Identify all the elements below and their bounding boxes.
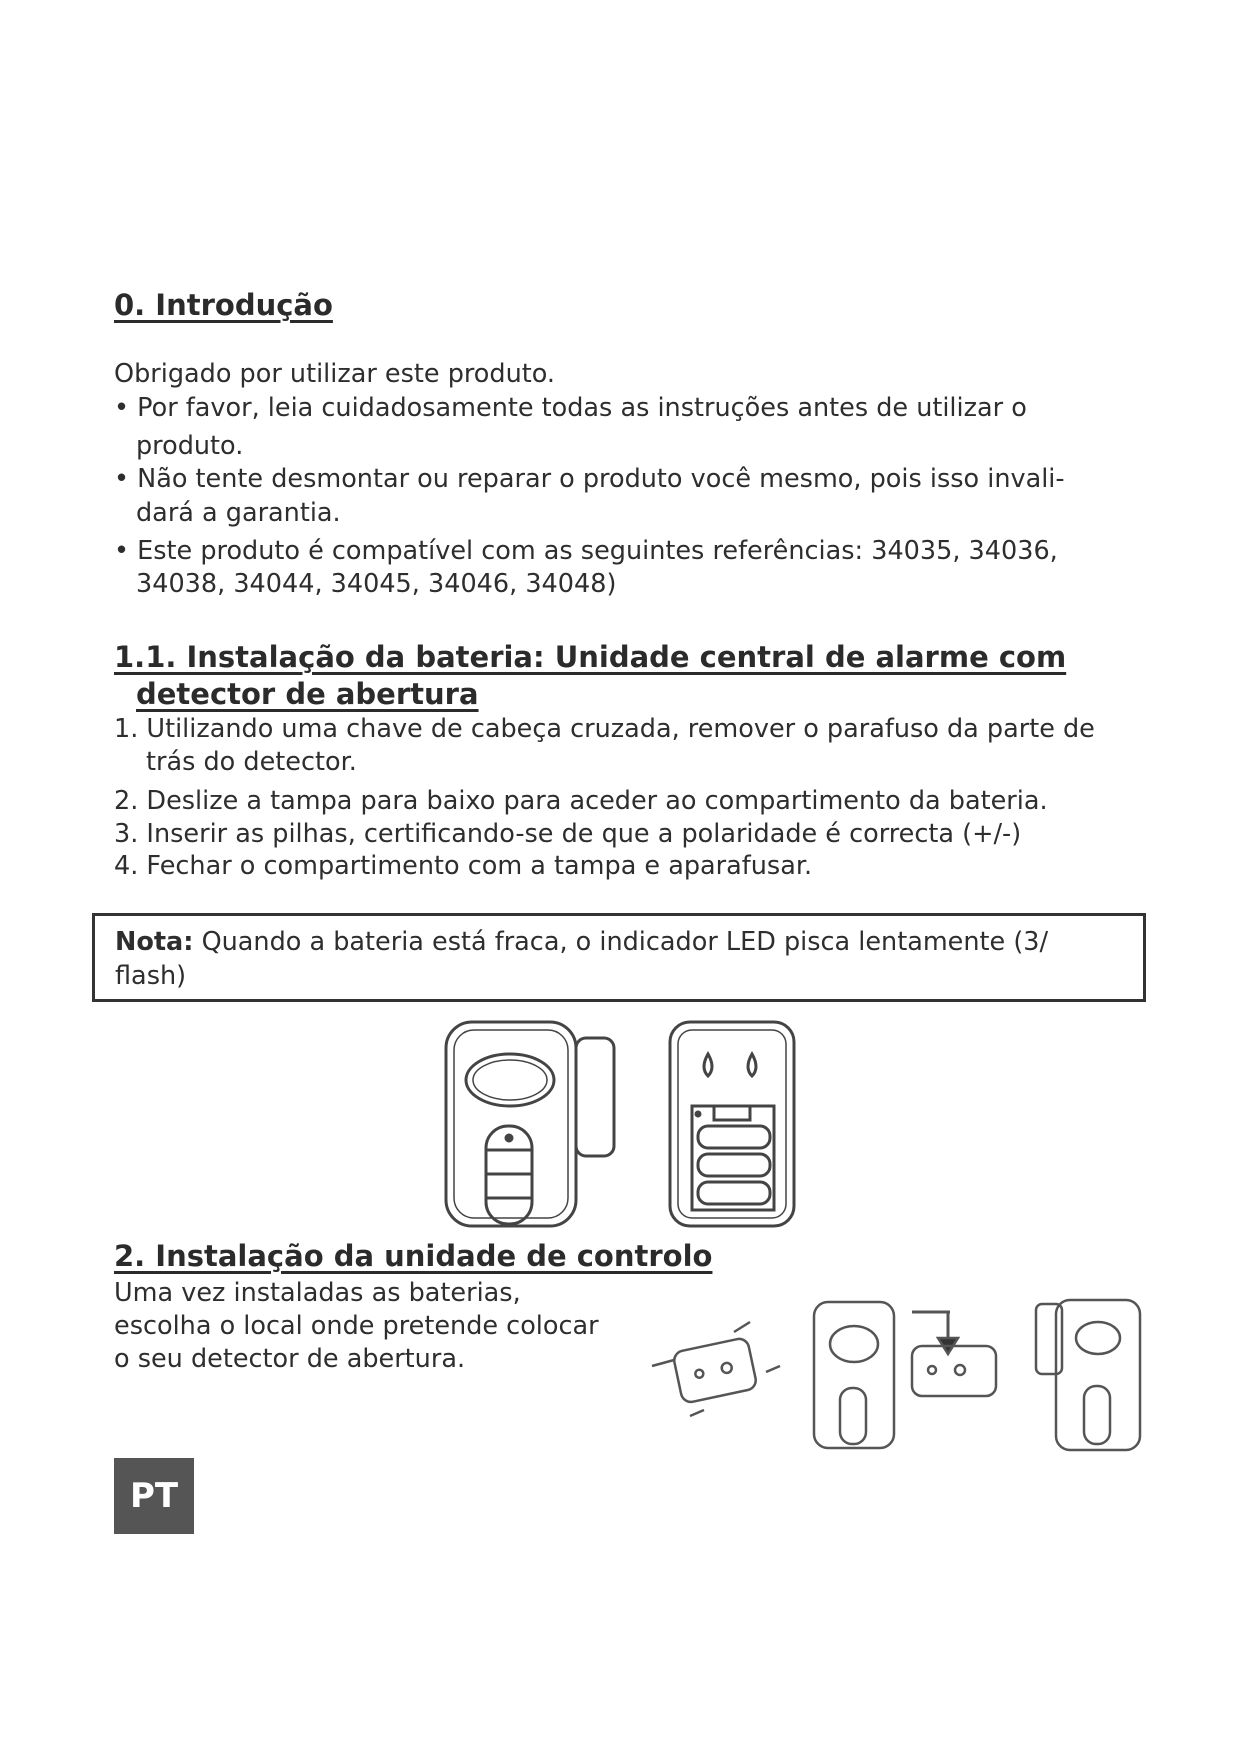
note-text: Quando a bateria está fraca, o indicador LED pisca lentamente (3/ <box>193 927 1049 957</box>
intro-line: • Este produto é compatível com as seguintes referências: 34035, 34036, <box>114 536 1058 566</box>
install-line: Uma vez instaladas as baterias, <box>114 1278 521 1308</box>
section-0-title: 0. Introdução <box>114 288 333 322</box>
section-2-title: 2. Instalação da unidade de controlo <box>114 1239 713 1273</box>
alarm-unit-illustration <box>440 1018 800 1230</box>
note-box <box>92 913 1146 1002</box>
language-badge: PT <box>114 1458 194 1534</box>
step-line: 4. Fechar o compartimento com a tampa e aparafusar. <box>114 851 813 881</box>
step-line: 2. Deslize a tampa para baixo para aceder ao compartimento da bateria. <box>114 786 1048 816</box>
magnet-mounted <box>1036 1304 1062 1374</box>
note-line-2: flash) <box>115 961 187 991</box>
intro-line: Obrigado por utilizar este produto. <box>114 359 556 389</box>
magnet-sensor <box>576 1038 614 1156</box>
intro-line: • Por favor, leia cuidadosamente todas as instruções antes de utilizar o <box>114 393 1027 423</box>
intro-line: dará a garantia. <box>136 498 341 528</box>
alarm-speaker <box>466 1054 554 1106</box>
note-line-1 <box>115 926 1048 959</box>
intro-line: • Não tente desmontar ou reparar o produto você mesmo, pois isso invali- <box>114 464 1065 494</box>
installation-illustration <box>648 1296 1148 1456</box>
step-line: 3. Inserir as pilhas, certificando-se de que a polaridade é correcta (+/-) <box>114 819 1022 849</box>
install-line: escolha o local onde pretende colocar <box>114 1311 599 1341</box>
battery-compartment <box>692 1106 774 1210</box>
intro-line: produto. <box>136 431 244 461</box>
section-1-1-title: 1.1. Instalação da bateria: Unidade central de alarme com <box>114 640 1067 674</box>
step-line: 1. Utilizando uma chave de cabeça cruzada, remover o parafuso da parte de <box>114 714 1095 744</box>
sensor-rotated <box>672 1337 757 1404</box>
section-1-1-title-cont: detector de abertura <box>136 677 479 711</box>
install-line: o seu detector de abertura. <box>114 1344 466 1374</box>
step-line: trás do detector. <box>146 747 357 777</box>
note-label: Nota: <box>115 927 194 957</box>
intro-line: 34038, 34044, 34045, 34046, 34048) <box>136 569 617 599</box>
alarm-unit-mounted <box>814 1302 894 1448</box>
